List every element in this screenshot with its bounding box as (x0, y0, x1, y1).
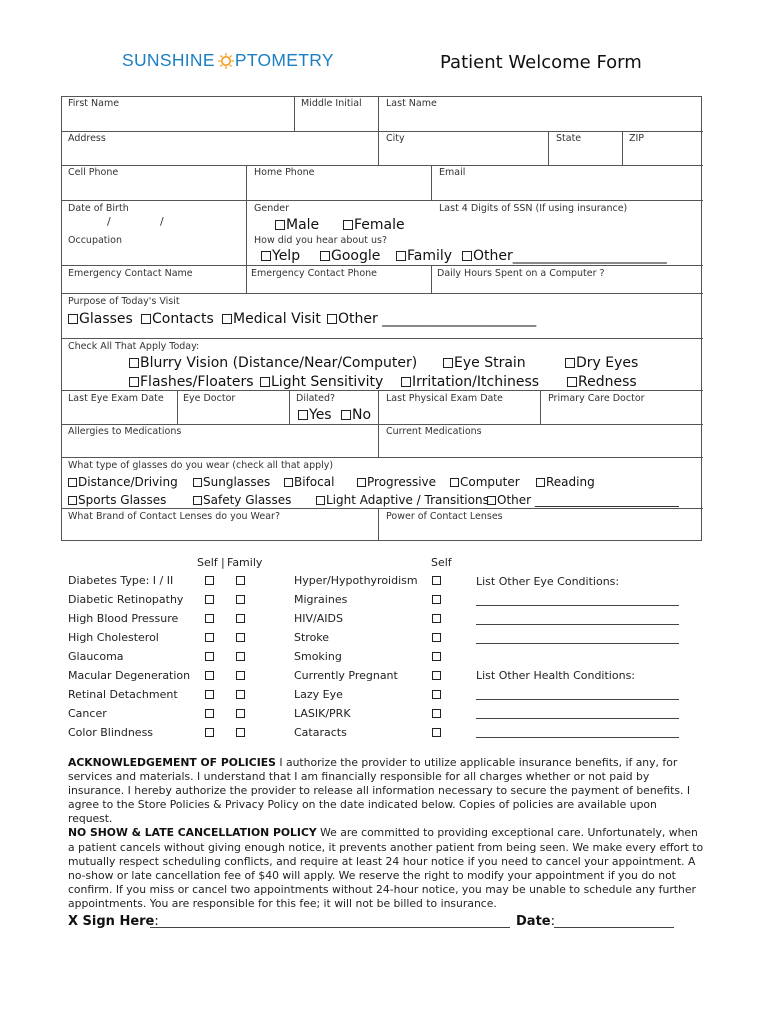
noshow-text: We are committed to providing exceptional care. Unfortunately, when a patient cancels without giving enough notice, it prevents another patient from being seen. We make every effort to mutually respect scheduling conflicts, and require at least 24 hour notice if you need to cancel your appointment. A no-show or late cancellation fee of $40 will apply. We reserve the right to modify your appointment if you do not confirm. If you miss or cancel two appointments without 24-hour notice, you may be unable to schedule any further appointments. You are responsible for this fee; it will not be billed to insurance. (68, 826, 704, 910)
history-condition-label: Migraines (294, 593, 348, 606)
checkbox-icon (141, 314, 151, 324)
family-checkbox[interactable] (236, 614, 245, 623)
safety-glasses-checkbox[interactable]: Safety Glasses (193, 494, 291, 506)
medical-visit-checkbox[interactable]: Medical Visit (222, 312, 321, 326)
dilated-label: Dilated? (296, 393, 336, 404)
checkbox-icon (320, 251, 330, 261)
checkbox-icon (68, 496, 77, 505)
sunglasses-checkbox[interactable]: Sunglasses (193, 476, 270, 488)
family-checkbox[interactable] (236, 690, 245, 699)
self-checkbox[interactable] (432, 671, 441, 680)
other-heard-checkbox[interactable]: Other______________________ (462, 249, 667, 263)
checkbox-icon (275, 220, 285, 230)
logo-text-left: SUNSHINE (122, 50, 215, 70)
family-checkbox[interactable] (236, 576, 245, 585)
checkbox-icon (396, 251, 406, 261)
ssn-label: Last 4 Digits of SSN (If using insurance) (439, 203, 628, 214)
middle-initial-label: Middle Initial (301, 98, 362, 109)
flashes-checkbox[interactable]: Flashes/Floaters (129, 375, 254, 389)
self-checkbox[interactable] (432, 709, 441, 718)
checkbox-icon (327, 314, 337, 324)
light-adaptive-checkbox[interactable]: Light Adaptive / Transitions (316, 494, 489, 506)
first-name-label: First Name (68, 98, 120, 109)
date-label: Date (516, 914, 551, 929)
checkbox-icon (68, 314, 78, 324)
reading-checkbox[interactable]: Reading (536, 476, 595, 488)
self-checkbox[interactable] (432, 595, 441, 604)
state-label: State (556, 133, 582, 144)
check-all-label: Check All That Apply Today: (68, 341, 200, 352)
daily-hours-label: Daily Hours Spent on a Computer ? (437, 268, 605, 279)
checkbox-icon (341, 410, 351, 420)
checkbox-icon (536, 478, 545, 487)
checkbox-icon (343, 220, 353, 230)
self-checkbox[interactable] (205, 614, 214, 623)
self-checkbox[interactable] (205, 671, 214, 680)
email-label: Email (439, 167, 466, 178)
policy-text (68, 756, 704, 911)
checkbox-icon (567, 377, 577, 387)
contact-brand-label: What Brand of Contact Lenses do you Wear? (68, 511, 280, 522)
checkbox-icon (193, 478, 202, 487)
emergency-name-label: Emergency Contact Name (68, 268, 193, 279)
signature-line[interactable] (150, 927, 510, 928)
checkbox-icon (68, 478, 77, 487)
yelp-checkbox[interactable]: Yelp (261, 249, 300, 263)
history-condition-label: High Blood Pressure (68, 612, 179, 625)
dilated-no-checkbox[interactable]: No (341, 408, 371, 422)
other-health-line[interactable] (476, 737, 679, 738)
history-condition-label: Smoking (294, 650, 342, 663)
last-name-label: Last Name (386, 98, 437, 109)
checkbox-icon (443, 358, 453, 368)
history-family-header: Family (227, 556, 263, 569)
current-meds-label: Current Medications (386, 426, 482, 437)
dob-slash-1: / (107, 215, 111, 228)
checkbox-icon (261, 251, 271, 261)
self-checkbox[interactable] (432, 576, 441, 585)
other-health-label: List Other Health Conditions: (476, 669, 636, 682)
checkbox-icon (129, 377, 139, 387)
noshow-title: NO SHOW & LATE CANCELLATION POLICY (68, 826, 317, 840)
light-sensitivity-checkbox[interactable]: Light Sensitivity (260, 375, 383, 389)
blurry-vision-checkbox[interactable]: Blurry Vision (Distance/Near/Computer) (129, 356, 417, 370)
other-eye-line[interactable] (476, 624, 679, 625)
self-checkbox[interactable] (205, 595, 214, 604)
self-checkbox[interactable] (432, 633, 441, 642)
history-condition-label: Diabetic Retinopathy (68, 593, 184, 606)
self-checkbox[interactable] (432, 728, 441, 737)
ack-title: ACKNOWLEDGEMENT OF POLICIES (68, 756, 276, 769)
computer-checkbox[interactable]: Computer (450, 476, 520, 488)
glasses-checkbox[interactable]: Glasses (68, 312, 133, 326)
address-label: Address (68, 133, 106, 144)
sports-glasses-checkbox[interactable]: Sports Glasses (68, 494, 166, 506)
history-condition-label: Color Blindness (68, 726, 154, 739)
history-condition-label: Stroke (294, 631, 330, 644)
self-checkbox[interactable] (205, 633, 214, 642)
history-condition-label: Cancer (68, 707, 107, 720)
date-row: Date: (516, 914, 555, 929)
form-title: Patient Welcome Form (440, 52, 642, 73)
glasses-type-label: What type of glasses do you wear (check all that apply) (68, 460, 334, 471)
history-self-header: Self (197, 556, 218, 569)
family-checkbox[interactable] (236, 709, 245, 718)
contact-power-label: Power of Contact Lenses (386, 511, 503, 522)
history-condition-label: High Cholesterol (68, 631, 159, 644)
primary-care-label: Primary Care Doctor (548, 393, 645, 404)
dilated-yes-checkbox[interactable]: Yes (298, 408, 332, 422)
google-checkbox[interactable]: Google (320, 249, 380, 263)
history-self2-header: Self (431, 556, 452, 569)
family-checkbox[interactable]: Family (396, 249, 452, 263)
family-checkbox[interactable] (236, 595, 245, 604)
checkbox-icon (450, 478, 459, 487)
distance-checkbox[interactable]: Distance/Driving (68, 476, 178, 488)
last-physical-label: Last Physical Exam Date (386, 393, 503, 404)
self-checkbox[interactable] (432, 614, 441, 623)
male-checkbox[interactable]: Male (275, 218, 319, 232)
self-checkbox[interactable] (205, 690, 214, 699)
history-condition-label: HIV/AIDS (294, 612, 343, 625)
ack-text: I authorize the provider to utilize applicable insurance benefits, if any, for services and materials. I understand that I am financially responsible for all charges whether or not paid by insurance. I hereby authorize the provider to release all information necessary to secure the payment of benefits. I agree to the Store Policies & Privacy Policy on the date indicated below. Copies of policies are available upon request. (68, 756, 691, 826)
irritation-checkbox[interactable]: Irritation/Itchiness (401, 375, 539, 389)
family-checkbox[interactable] (236, 728, 245, 737)
signature-row: X Sign Here: (68, 914, 159, 929)
bifocal-checkbox[interactable]: Bifocal (284, 476, 334, 488)
self-checkbox[interactable] (205, 652, 214, 661)
emergency-phone-label: Emergency Contact Phone (251, 268, 378, 279)
checkbox-icon (260, 377, 270, 387)
checkbox-icon (298, 410, 308, 420)
history-condition-label: LASIK/PRK (294, 707, 351, 720)
history-condition-label: Cataracts (294, 726, 347, 739)
contacts-checkbox[interactable]: Contacts (141, 312, 214, 326)
eye-strain-checkbox[interactable]: Eye Strain (443, 356, 526, 370)
redness-checkbox[interactable]: Redness (567, 375, 637, 389)
other-eye-line[interactable] (476, 643, 679, 644)
self-checkbox[interactable] (432, 690, 441, 699)
sign-label: X Sign Here (68, 914, 155, 929)
checkbox-icon (284, 478, 293, 487)
checkbox-icon (462, 251, 472, 261)
other-eye-line[interactable] (476, 605, 679, 606)
history-condition-label: Hyper/Hypothyroidism (294, 574, 418, 587)
history-condition-label: Diabetes Type: I / II (68, 574, 174, 587)
checkbox-icon (316, 496, 325, 505)
history-divider: | (221, 556, 225, 569)
dry-eyes-checkbox[interactable]: Dry Eyes (565, 356, 638, 370)
occupation-label: Occupation (68, 235, 122, 246)
dob-slash-2: / (160, 215, 164, 228)
other-eye-label: List Other Eye Conditions: (476, 575, 620, 588)
sun-icon (218, 53, 234, 69)
self-checkbox[interactable] (205, 728, 214, 737)
checkbox-icon (129, 358, 139, 368)
logo-text-right: PTOMETRY (234, 50, 334, 70)
checkbox-icon (565, 358, 575, 368)
other-health-line[interactable] (476, 699, 679, 700)
progressive-checkbox[interactable]: Progressive (357, 476, 436, 488)
checkbox-icon (487, 496, 496, 505)
zip-label: ZIP (629, 133, 645, 144)
city-label: City (386, 133, 405, 144)
checkbox-icon (401, 377, 411, 387)
checkbox-icon (193, 496, 202, 505)
last-eye-exam-label: Last Eye Exam Date (68, 393, 164, 404)
checkbox-icon (357, 478, 366, 487)
history-condition-label: Currently Pregnant (294, 669, 398, 682)
self-checkbox[interactable] (432, 652, 441, 661)
self-checkbox[interactable] (205, 576, 214, 585)
heard-label: How did you hear about us? (254, 235, 387, 246)
history-condition-label: Macular Degeneration (68, 669, 191, 682)
allergies-label: Allergies to Medications (68, 426, 182, 437)
family-checkbox[interactable] (236, 671, 245, 680)
family-checkbox[interactable] (236, 633, 245, 642)
cell-phone-label: Cell Phone (68, 167, 119, 178)
home-phone-label: Home Phone (254, 167, 315, 178)
female-checkbox[interactable]: Female (343, 218, 405, 232)
family-checkbox[interactable] (236, 652, 245, 661)
purpose-label: Purpose of Today's Visit (68, 296, 180, 307)
self-checkbox[interactable] (205, 709, 214, 718)
date-line[interactable] (554, 927, 674, 928)
other-glasses-checkbox[interactable]: Other ________________________ (487, 494, 679, 506)
history-condition-label: Lazy Eye (294, 688, 343, 701)
brand-logo (122, 50, 334, 71)
gender-label: Gender (254, 203, 290, 214)
history-condition-label: Retinal Detachment (68, 688, 178, 701)
dob-label: Date of Birth (68, 203, 129, 214)
other-visit-checkbox[interactable]: Other ______________________ (327, 312, 536, 326)
eye-doctor-label: Eye Doctor (183, 393, 236, 404)
other-health-line[interactable] (476, 718, 679, 719)
history-condition-label: Glaucoma (68, 650, 124, 663)
checkbox-icon (222, 314, 232, 324)
